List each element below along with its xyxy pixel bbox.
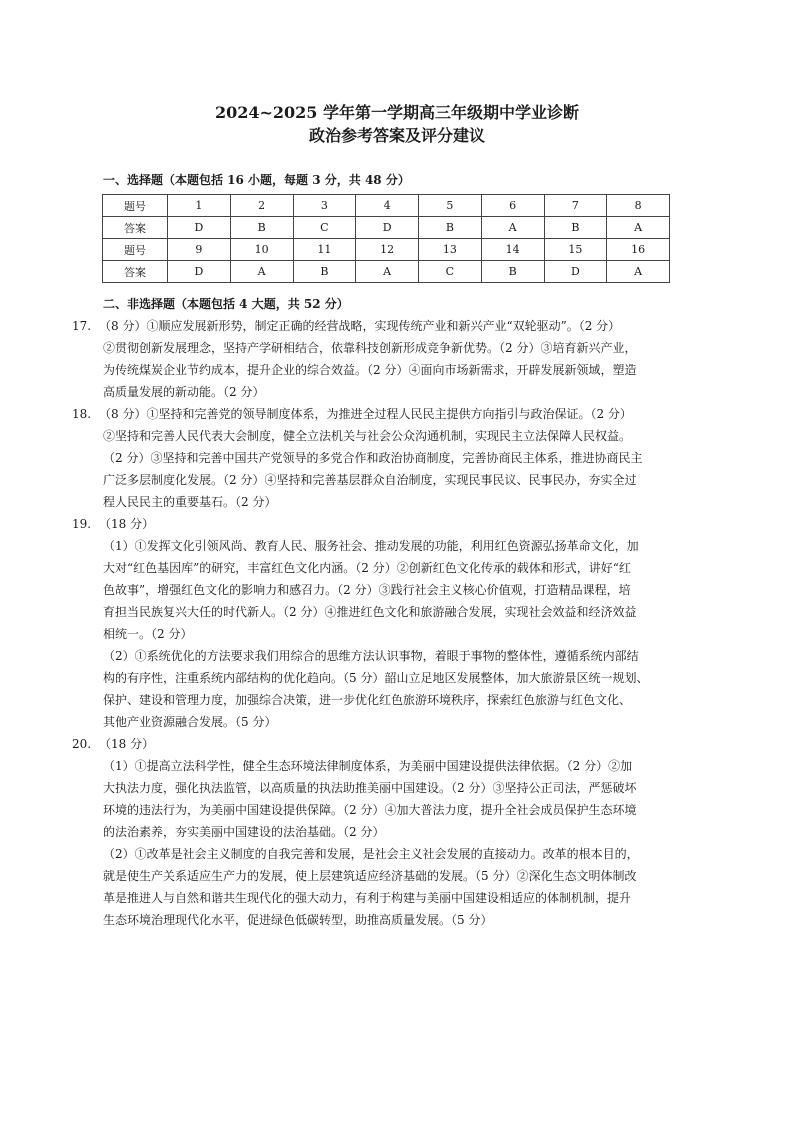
row-label: 答案 bbox=[103, 217, 168, 239]
table-cell: 7 bbox=[544, 195, 607, 217]
question-score: （18 分） bbox=[99, 517, 155, 531]
question-number: 18. bbox=[72, 407, 92, 421]
answer-line: 相统一。（2 分） bbox=[103, 627, 193, 641]
table-cell: 14 bbox=[481, 239, 544, 261]
table-cell: 6 bbox=[481, 195, 544, 217]
answer-line: 就是使生产关系适应生产力的发展，使上层建筑适应经济基础的发展。（5 分）②深化生态文明体制改 bbox=[103, 869, 637, 883]
answer-line: 为传统煤炭企业节约成本，提升企业的综合效益。（2 分）④面向市场新需求，开辟发展新领域，塑造 bbox=[103, 363, 637, 377]
table-row bbox=[103, 261, 670, 283]
table-cell: D bbox=[544, 261, 607, 283]
answer-line: 革是推进人与自然和谐共生现代化的强大动力，有利于构建与美丽中国建设相适应的体制机制，提升 bbox=[103, 891, 632, 905]
table-row bbox=[103, 239, 670, 261]
table-cell: 10 bbox=[230, 239, 293, 261]
table-cell: A bbox=[607, 261, 670, 283]
table-cell: C bbox=[293, 217, 356, 239]
table-cell: 12 bbox=[356, 239, 419, 261]
answer-line: （1）①提高立法科学性，健全生态环境法律制度体系，为美丽中国建设提供法律依据。（2 分）②加 bbox=[103, 759, 633, 773]
table-row bbox=[103, 217, 670, 239]
table-cell: A bbox=[356, 261, 419, 283]
answer-line: ②坚持和完善人民代表大会制度，健全立法机关与社会公众沟通机制，实现民主立法保障人民权益。 bbox=[103, 429, 632, 443]
table-cell: 15 bbox=[544, 239, 607, 261]
table-cell: 9 bbox=[168, 239, 231, 261]
table-cell: A bbox=[607, 217, 670, 239]
table-cell: 5 bbox=[419, 195, 482, 217]
table-cell: A bbox=[230, 261, 293, 283]
table-cell: D bbox=[356, 217, 419, 239]
answer-line: （2）①系统优化的方法要求我们用综合的思维方法认识事物，着眼于事物的整体性，遵循系统内部结 bbox=[103, 649, 639, 663]
question-score: （18 分） bbox=[99, 737, 155, 751]
answer-line: 生态环境治理现代化水平，促进绿色低碳转型，助推高质量发展。（5 分） bbox=[103, 913, 493, 927]
question-number: 17. bbox=[72, 319, 92, 333]
multiple-choice-answer-table bbox=[102, 194, 670, 283]
table-cell: 3 bbox=[293, 195, 356, 217]
table-cell: B bbox=[293, 261, 356, 283]
answer-line: 育担当民族复兴大任的时代新人。（2 分）④推进红色文化和旅游融合发展，实现社会效益和经济效益 bbox=[103, 605, 637, 619]
answer-line: 构的有序性，注重系统内部结构的优化趋向。（5 分）韶山立足地区发展整体，加大旅游景区统一规划、 bbox=[103, 671, 649, 685]
answer-line: 高质量发展的新动能。（2 分） bbox=[103, 385, 265, 399]
table-cell: 13 bbox=[419, 239, 482, 261]
answer-line: ②贯彻创新发展理念，坚持产学研相结合，依靠科技创新形成竞争新优势。（2 分）③培育新兴产业， bbox=[103, 341, 637, 355]
table-cell: 8 bbox=[607, 195, 670, 217]
answer-line: （2 分）③坚持和完善中国共产党领导的多党合作和政治协商制度，完善协商民主体系，推进协商民主 bbox=[103, 451, 643, 465]
question-number: 19. bbox=[72, 517, 92, 531]
table-cell: 2 bbox=[230, 195, 293, 217]
table-cell: D bbox=[168, 217, 231, 239]
doc-title: 2024~2025 学年第一学期高三年级期中学业诊断 bbox=[214, 103, 580, 122]
answer-line: 保护、建设和管理力度，加强综合决策，进一步优化红色旅游环境秩序，探索红色旅游与红色文化、 bbox=[103, 693, 632, 707]
answer-line: 大对“红色基因库”的研究，丰富红色文化内涵。（2 分）②创新红色文化传承的载体和形式，讲好“红 bbox=[103, 561, 631, 575]
row-label: 题号 bbox=[103, 239, 168, 261]
doc-subtitle: 政治参考答案及评分建议 bbox=[308, 126, 485, 145]
table-cell: 1 bbox=[168, 195, 231, 217]
answer-line: 色故事”，增强红色文化的影响力和感召力。（2 分）③践行社会主义核心价值观，打造精品课程，培 bbox=[103, 583, 631, 597]
table-cell: 16 bbox=[607, 239, 670, 261]
answer-line: （2）①改革是社会主义制度的自我完善和发展，是社会主义社会发展的直接动力。改革的根本目的， bbox=[103, 847, 639, 861]
table-cell: 11 bbox=[293, 239, 356, 261]
table-cell: B bbox=[419, 217, 482, 239]
table-cell: B bbox=[544, 217, 607, 239]
table-cell: B bbox=[230, 217, 293, 239]
row-label: 答案 bbox=[103, 261, 168, 283]
answer-line: 环境的违法行为，为美丽中国建设提供保障。（2 分）④加大普法力度，提升全社会成员保护生态环境 bbox=[103, 803, 637, 817]
table-cell: 4 bbox=[356, 195, 419, 217]
table-cell: B bbox=[481, 261, 544, 283]
answer-line: 程人民民主的重要基石。（2 分） bbox=[103, 495, 277, 509]
section-1-heading: 一、选择题（本题包括 16 小题，每题 3 分，共 48 分） bbox=[103, 173, 410, 187]
answer-line: （1）①发挥文化引领风尚、教育人民、服务社会、推动发展的功能，利用红色资源弘扬革命文化，加 bbox=[103, 539, 639, 553]
question-number: 20. bbox=[72, 737, 92, 751]
table-row bbox=[103, 195, 670, 217]
table-cell: D bbox=[168, 261, 231, 283]
answer-line: 大执法力度，强化执法监管，以高质量的执法助推美丽中国建设。（2 分）③坚持公正司法，严惩破坏 bbox=[103, 781, 637, 795]
table-cell: A bbox=[481, 217, 544, 239]
answer-line: 其他产业资源融合发展。（5 分） bbox=[103, 715, 277, 729]
answer-line: 广泛多层制度化发展。（2 分）④坚持和完善基层群众自治制度，实现民事民议、民事民办，夯实全过 bbox=[103, 473, 637, 487]
section-2-heading: 二、非选择题（本题包括 4 大题，共 52 分） bbox=[103, 297, 349, 311]
answer-line: 的法治素养，夯实美丽中国建设的法治基础。（2 分） bbox=[103, 825, 385, 839]
table-cell: C bbox=[419, 261, 482, 283]
answer-line: （8 分）①顺应发展新形势，制定正确的经营战略，实现传统产业和新兴产业“双轮驱动”。（2 分） bbox=[99, 319, 621, 333]
row-label: 题号 bbox=[103, 195, 168, 217]
answer-line: （8 分）①坚持和完善党的领导制度体系，为推进全过程人民民主提供方向指引与政治保证。（2 分） bbox=[99, 407, 632, 421]
